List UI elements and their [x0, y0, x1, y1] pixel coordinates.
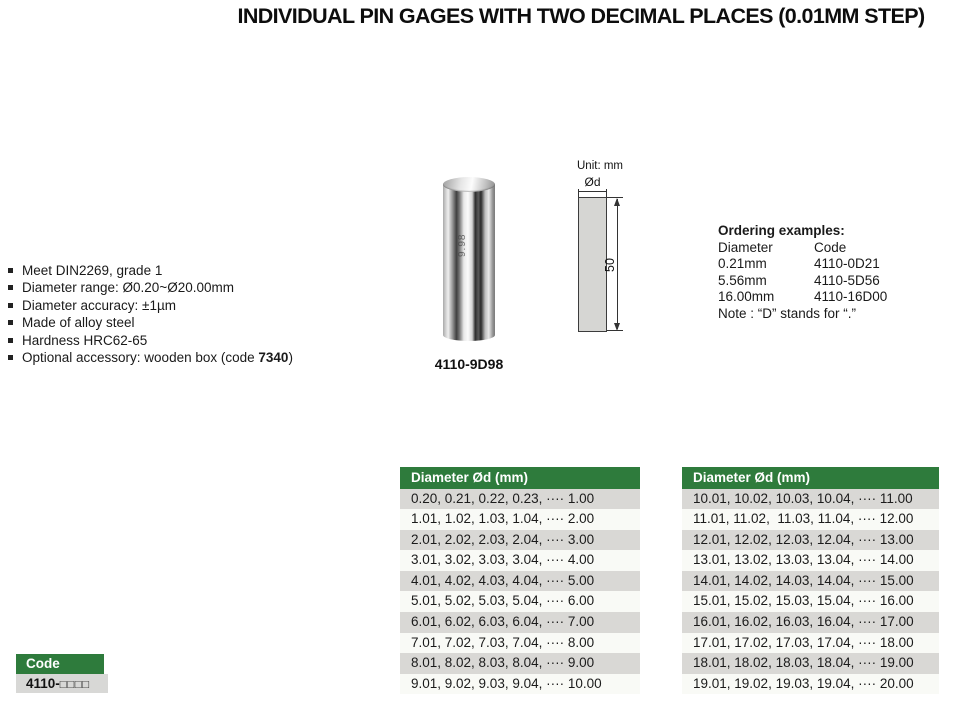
features-list [8, 262, 293, 366]
table-row: 13.01, 13.02, 13.03, 13.04, ···· 14.00 [682, 550, 939, 571]
feature-item [8, 349, 293, 366]
table-row: 17.01, 17.02, 17.03, 17.04, ···· 18.00 [682, 633, 939, 654]
table-row: 16.01, 16.02, 16.03, 16.04, ···· 17.00 [682, 612, 939, 633]
code-box-header: Code [16, 654, 104, 674]
table-row: 1.01, 1.02, 1.03, 1.04, ···· 2.00 [400, 509, 640, 530]
table-row: 11.01, 11.02, 11.03, 11.04, ···· 12.00 [682, 509, 939, 530]
diameter-table-right [682, 467, 939, 694]
accessory-code: 7340 [258, 350, 289, 366]
table-header: Diameter Ød (mm) [400, 467, 640, 489]
ordering-col-diameter: Diameter [718, 239, 773, 255]
feature-text: Meet DIN2269, grade 1 [22, 263, 163, 278]
product-code-caption: 4110-9D98 [434, 356, 504, 372]
ordering-title: Ordering examples: [718, 223, 845, 238]
feature-text: Optional accessory: wooden box (code 7340) [22, 350, 293, 366]
diameter-dim-line [578, 191, 607, 192]
feature-item [8, 297, 293, 314]
ordering-row: 16.00mm 4110-16D00 [718, 289, 888, 305]
diameter-dim-label: Ød [584, 175, 601, 189]
pin-marking-text: 9.98 [457, 233, 468, 257]
feature-text: Diameter accuracy: ±1µm [22, 297, 176, 313]
bullet-icon [8, 268, 13, 273]
feature-text: Made of alloy steel [22, 315, 135, 331]
code-box-value: 4110-□□□□ [16, 674, 108, 693]
ordering-examples [718, 223, 887, 323]
feature-text: Hardness HRC62-65 [22, 332, 148, 348]
code-box [16, 654, 108, 693]
table-row: 6.01, 6.02, 6.03, 6.04, ···· 7.00 [400, 612, 640, 633]
feature-item [8, 314, 293, 331]
feature-item [8, 279, 293, 296]
table-row: 15.01, 15.02, 15.03, 15.04, ···· 16.00 [682, 591, 939, 612]
pin-top-face [443, 177, 495, 192]
bullet-icon [8, 285, 13, 290]
arrow-down-icon [614, 323, 620, 331]
table-row: 10.01, 10.02, 10.03, 10.04, ···· 11.00 [682, 489, 939, 510]
table-row: 18.01, 18.02, 18.03, 18.04, ···· 19.00 [682, 653, 939, 674]
table-row: 9.01, 9.02, 9.03, 9.04, ···· 10.00 [400, 674, 640, 695]
bullet-icon [8, 355, 13, 360]
length-dim-label: 50 [603, 258, 617, 272]
bullet-icon [8, 320, 13, 325]
pin-gage-image [443, 177, 495, 341]
bullet-icon [8, 338, 13, 343]
table-row: 3.01, 3.02, 3.03, 3.04, ···· 4.00 [400, 550, 640, 571]
table-row: 7.01, 7.02, 7.03, 7.04, ···· 8.00 [400, 633, 640, 654]
table-row: 2.01, 2.02, 2.03, 2.04, ···· 3.00 [400, 530, 640, 551]
table-row: 14.01, 14.02, 14.03, 14.04, ···· 15.00 [682, 571, 939, 592]
feature-text: Diameter range: Ø0.20~Ø20.00mm [22, 280, 234, 296]
ordering-header-row [718, 240, 887, 257]
ordering-row: 5.56mm 4110-5D56 [718, 272, 880, 288]
table-row: 12.01, 12.02, 12.03, 12.04, ···· 13.00 [682, 530, 939, 551]
ordering-row: 0.21mm 4110-0D21 [718, 256, 880, 272]
bullet-icon [8, 303, 13, 308]
ordering-col-code: Code [814, 239, 847, 255]
feature-item [8, 262, 293, 279]
table-header: Diameter Ød (mm) [682, 467, 939, 489]
table-row: 19.01, 19.02, 19.03, 19.04, ···· 20.00 [682, 674, 939, 695]
unit-label: Unit: mm [577, 160, 623, 172]
table-row: 8.01, 8.02, 8.03, 8.04, ···· 9.00 [400, 653, 640, 674]
pin-body [443, 184, 495, 341]
feature-item [8, 332, 293, 349]
ordering-note: Note : “D” stands for “.” [718, 305, 857, 321]
table-row: 5.01, 5.02, 5.03, 5.04, ···· 6.00 [400, 591, 640, 612]
length-dim-line [617, 199, 618, 329]
page-title: INDIVIDUAL PIN GAGES WITH TWO DECIMAL PLACES (0.01MM STEP) [237, 4, 925, 28]
diameter-table-left [400, 467, 640, 694]
arrow-up-icon [614, 198, 620, 206]
table-row: 4.01, 4.02, 4.03, 4.04, ···· 5.00 [400, 571, 640, 592]
table-row: 0.20, 0.21, 0.22, 0.23, ···· 1.00 [400, 489, 640, 510]
code-placeholder-boxes: □□□□ [59, 678, 90, 691]
